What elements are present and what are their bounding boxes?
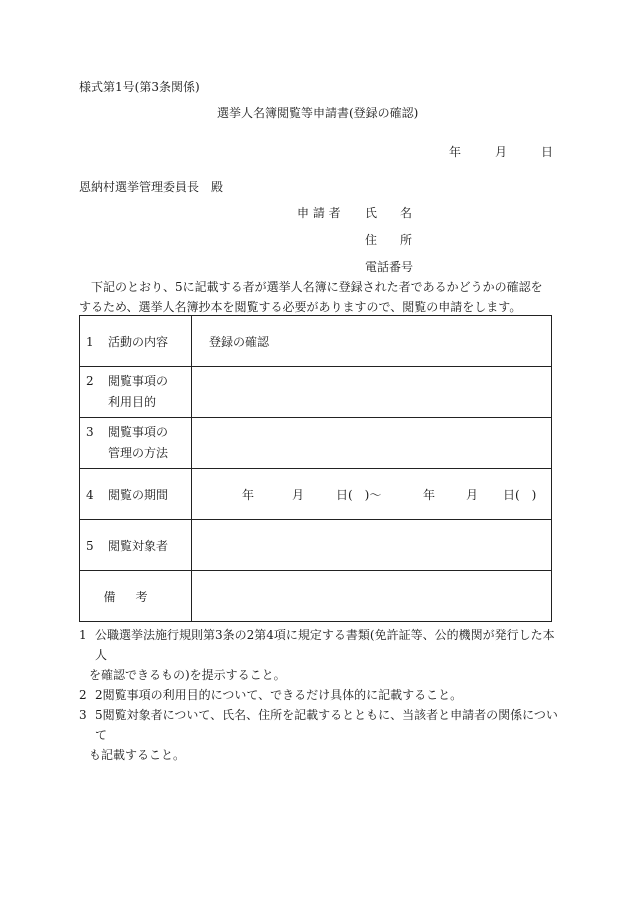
note-text: 2閲覧事項の利用目的について、できるだけ具体的に記載すること。 [95,688,463,702]
row-label-text: 閲覧事項の [108,425,169,439]
document-title: 選挙人名簿閲覧等申請書(登録の確認) [217,106,419,120]
row-label-management [80,418,192,469]
applicant-address-label-2: 所 [400,233,413,247]
row-label-activity [80,316,192,367]
note-number: 3 [79,708,87,722]
applicant-label: 申 請 者 [297,206,341,220]
table-row [80,316,552,367]
note-text-continued: も記載すること。 [89,748,186,762]
form-number: 様式第1号(第3条関係) [79,80,200,94]
period-end-year: 年 [423,487,436,502]
row-label-text: 活動の内容 [108,334,169,349]
application-table [79,315,552,622]
row-value-purpose[interactable] [192,367,552,418]
row-label-text: 閲覧事項の [108,374,169,388]
note-number: 2 [79,688,87,702]
row-label-text: 閲覧対象者 [108,538,169,553]
row-number: 3 [86,425,94,439]
period-end-day: 日( ) [503,487,537,502]
intro-paragraph: 下記のとおり、5に記載する者が選挙人名簿に登録された者であるかどうかの確認をするため、選挙人名簿抄本を閲覧する必要がありますので、閲覧の申請をします。 [79,280,543,314]
period-start-day: 日( )～ [336,487,382,502]
date-day-label: 日 [541,145,554,159]
row-value-target[interactable] [192,520,552,571]
table-row [80,418,552,469]
period-start-month: 月 [292,487,305,502]
applicant-name-label-2: 名 [400,206,413,220]
row-value-remarks[interactable] [192,571,552,622]
table-row [80,469,552,520]
row-label-period [80,469,192,520]
row-value-management[interactable] [192,418,552,469]
row-value-activity [192,316,552,367]
applicant-address-label-1: 住 [365,233,378,247]
addressee: 恩納村選挙管理委員長 殿 [79,180,224,194]
period-end-month: 月 [466,487,479,502]
row-number: 4 [86,487,94,502]
row-number: 5 [86,538,94,553]
date-year-label: 年 [449,145,462,159]
note-text: 5閲覧対象者について、氏名、住所を記載するとともに、当該者と申請者の関係について [95,708,558,742]
note-item [79,625,559,685]
row-label-text: 管理の方法 [108,446,169,460]
row-label-text: 利用目的 [108,395,157,409]
note-text: 公職選挙法施行規則第3条の2第4項に規定する書類(免許証等、公的機関が発行した本人 [95,628,555,662]
notes-section [79,625,559,765]
activity-value: 登録の確認 [209,334,270,349]
table-row [80,367,552,418]
note-item [79,705,559,765]
row-label-purpose [80,367,192,418]
row-label-target [80,520,192,571]
row-number: 1 [86,334,94,349]
row-label-text: 閲覧の期間 [108,487,169,502]
row-label-remarks: 備考 [80,571,192,622]
period-start-year: 年 [242,487,255,502]
applicant-phone-label: 電話番号 [365,260,414,274]
row-number: 2 [86,374,94,388]
table-row [80,520,552,571]
note-number: 1 [79,628,87,642]
note-item [79,685,559,705]
table-row [80,571,552,622]
date-month-label: 月 [495,145,508,159]
row-value-period[interactable] [192,469,552,520]
note-text-continued: を確認できるもの)を提示すること。 [89,668,286,682]
applicant-name-label-1: 氏 [365,206,378,220]
